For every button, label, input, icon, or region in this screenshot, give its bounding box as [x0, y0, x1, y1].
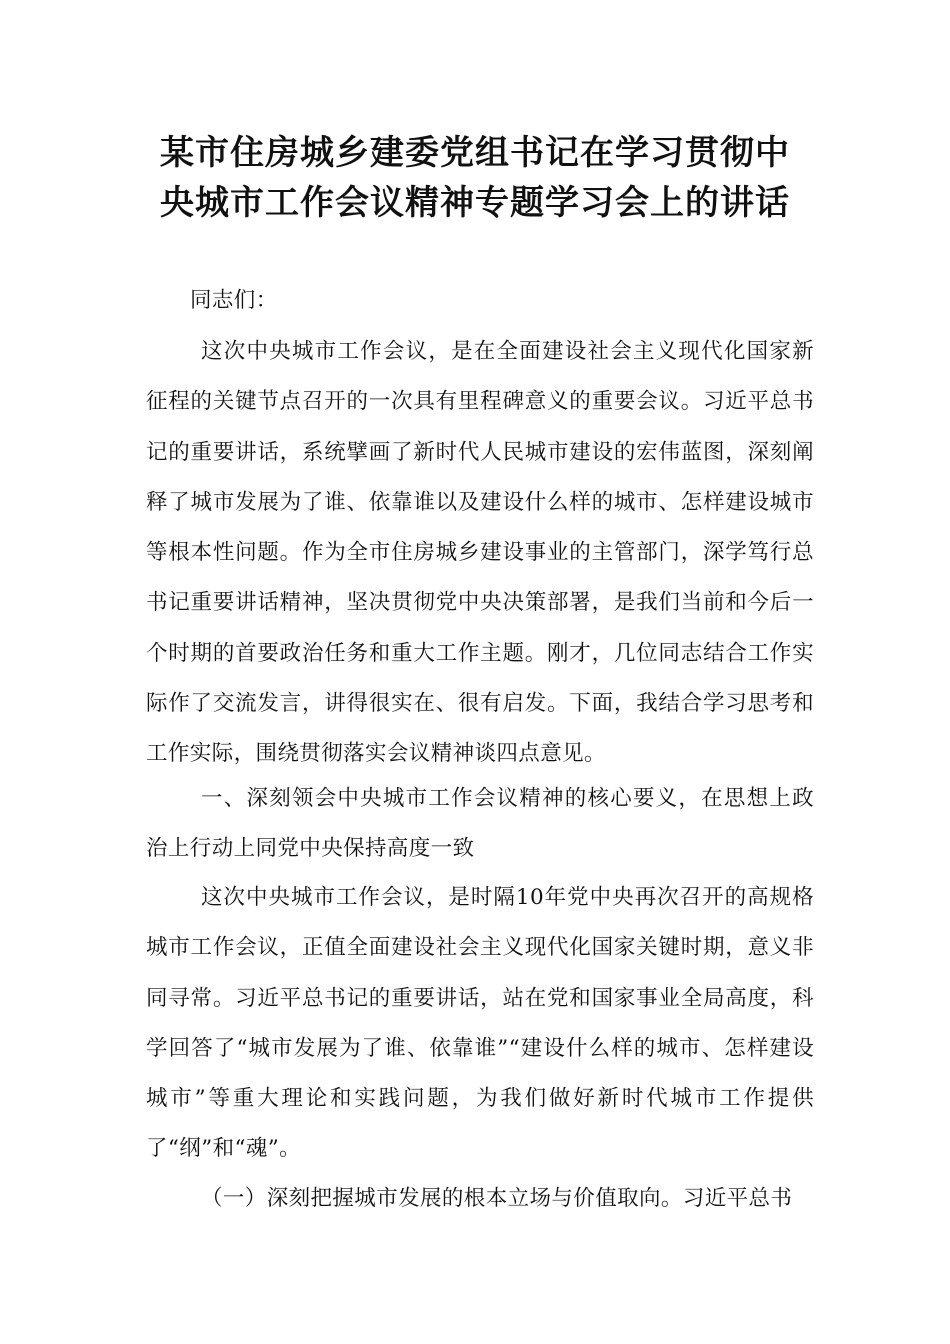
section-heading-1: 一、深刻领会中央城市工作会议精神的核心要义，在思想上政治上行动上同党中央保持高度一致	[146, 786, 814, 862]
greeting: 同志们：	[190, 288, 278, 313]
subsection-heading-1: （一）深刻把握城市发展的根本立场与价值取向。习近平总书	[201, 1186, 793, 1211]
paragraph-section-1: 这次中央城市工作会议，是时隔10年党中央再次召开的高规格城市工作会议，正值全面建设社会主义现代化国家关键时期，意义非同寻常。习近平总书记的重要讲话，站在党和国家事业全局高度，科学回答了“城市发展为了谁、依靠谁”“建设什么样的城市、怎样建设城市”等重大理论和实践问题，为我们做好新时代城市工作提供了“纲”和“魂”。	[146, 885, 814, 1162]
document-title-line-1: 某市住房城乡建委党组书记在学习贯彻中	[160, 133, 790, 173]
document-title-line-2: 央城市工作会议精神专题学习会上的讲话	[160, 183, 790, 223]
paragraph-intro: 这次中央城市工作会议，是在全面建设社会主义现代化国家新征程的关键节点召开的一次具有里程碑意义的重要会议。习近平总书记的重要讲话，系统擘画了新时代人民城市建设的宏伟蓝图，深刻阐释了城市发展为了谁、依靠谁以及建设什么样的城市、怎样建设城市等根本性问题。作为全市住房城乡建设事业的主管部门，深学笃行总书记重要讲话精神，坚决贯彻党中央决策部署，是我们当前和今后一个时期的首要政治任务和重大工作主题。刚才，几位同志结合工作实际作了交流发言，讲得很实在、很有启发。下面，我结合学习思考和工作实际，围绕贯彻落实会议精神谈四点意见。	[146, 339, 814, 767]
